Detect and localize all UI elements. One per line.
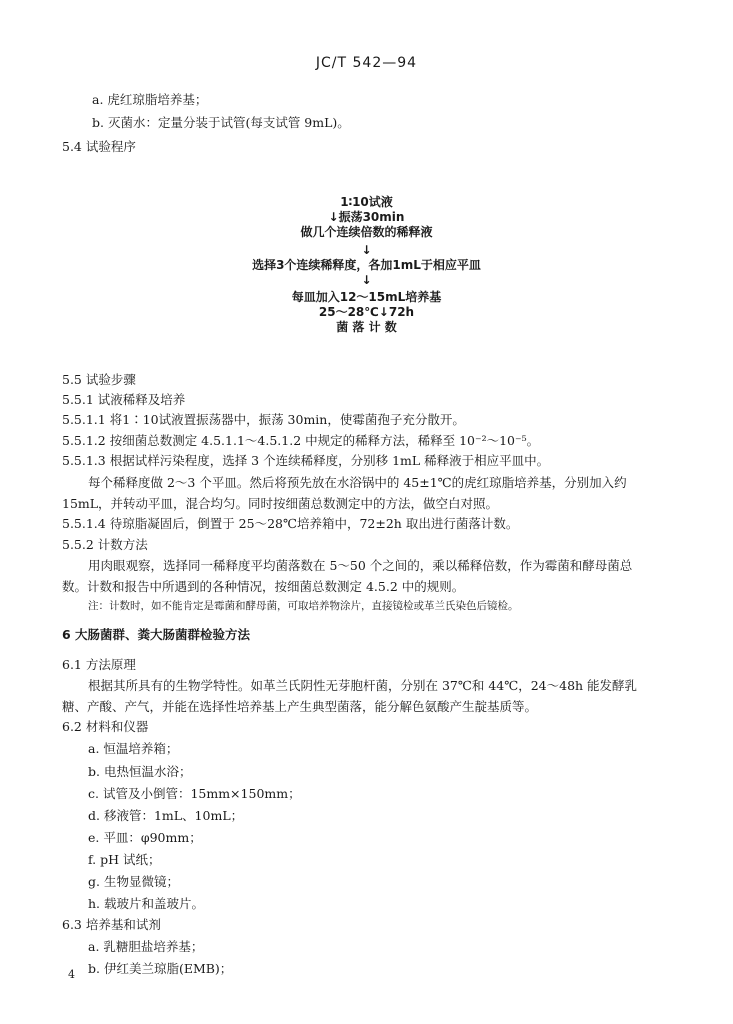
text-line-s62: 6.2 材料和仪器 xyxy=(62,719,149,734)
text-line-m-h: h. 载玻片和盖玻片。 xyxy=(88,896,204,911)
flowchart-step: ↓ xyxy=(361,243,372,257)
text-line-m-e: e. 平皿：φ90mm； xyxy=(88,830,202,845)
text-line-p3b: 糖、产酸、产气，并能在选择性培养基上产生典型菌落，能分解色氨酸产生靛基质等。 xyxy=(62,699,538,714)
flowchart-step: ↓振荡30min xyxy=(328,210,405,224)
text-line-s63: 6.3 培养基和试剂 xyxy=(62,917,161,932)
text-line-s55: 5.5 试验步骤 xyxy=(62,372,136,387)
text-line-s5513: 5.5.1.3 根据试样污染程度，选择 3 个连续稀释度，分别移 1mL 稀释液于相应平皿中。 xyxy=(62,453,550,468)
text-line-r-b: b. 伊红美兰琼脂(EMB)； xyxy=(88,961,233,976)
flowchart-step: 做几个连续倍数的稀释液 xyxy=(300,225,433,239)
document-header: JC/T 542—94 xyxy=(315,55,418,71)
text-line-a-item: a. 虎红琼脂培养基； xyxy=(92,92,208,107)
text-line-s5511: 5.5.1.1 将1∶10试液置振荡器中，振荡 30min，使霉菌孢子充分散开。 xyxy=(62,412,465,427)
text-line-m-d: d. 移液管：1mL、10mL； xyxy=(88,808,244,823)
text-line-s61: 6.1 方法原理 xyxy=(62,657,136,672)
flowchart-step: 25～28℃↓72h xyxy=(318,305,415,319)
text-line-m-f: f. pH 试纸； xyxy=(88,852,161,867)
text-line-p1a: 每个稀释度做 2～3 个平皿。然后将预先放在水浴锅中的 45±1℃的虎红琼脂培养基，分别加入约 xyxy=(88,475,627,490)
text-line-p3a: 根据其所具有的生物学特性。如革兰氏阴性无芽胞杆菌，分别在 37℃和 44℃，24～48h 能发酵乳 xyxy=(88,678,638,693)
flowchart-step: 每皿加入12～15mL培养基 xyxy=(291,290,442,304)
text-line-r-a: a. 乳糖胆盐培养基； xyxy=(88,939,204,954)
text-line-m-a: a. 恒温培养箱； xyxy=(88,741,179,756)
text-line-s552: 5.5.2 计数方法 xyxy=(62,537,148,552)
flowchart-step: ↓ xyxy=(361,273,372,287)
text-line-s5514: 5.5.1.4 待琼脂凝固后，倒置于 25～28℃培养箱中，72±2h 取出进行菌落计数。 xyxy=(62,516,519,531)
flowchart-step: 选择3个连续稀释度，各加1mL于相应平皿 xyxy=(252,258,481,272)
text-line-m-b: b. 电热恒温水浴； xyxy=(88,764,192,779)
text-line-s6: 6 大肠菌群、粪大肠菌群检验方法 xyxy=(62,627,251,642)
flowchart-step: 1∶10试液 xyxy=(340,195,393,209)
text-line-p2b: 数。计数和报告中所遇到的各种情况，按细菌总数测定 4.5.2 中的规则。 xyxy=(62,579,465,594)
page-number: 4 xyxy=(68,968,75,981)
text-line-s5512: 5.5.1.2 按细菌总数测定 4.5.1.1～4.5.1.2 中规定的稀释方法，稀释至 10⁻²～10⁻⁵。 xyxy=(62,433,540,448)
text-line-note: 注：计数时，如不能肯定是霉菌和酵母菌，可取培养物涂片，直接镜检或革兰氏染色后镜检。 xyxy=(88,600,519,612)
text-line-m-c: c. 试管及小倒管：15mm×150mm； xyxy=(88,786,301,801)
flowchart-step: 菌 落 计 数 xyxy=(336,320,397,334)
text-line-p2a: 用肉眼观察，选择同一稀释度平均菌落数在 5～50 个之间的，乘以稀释倍数，作为霉菌和酵母菌总 xyxy=(88,558,633,573)
text-line-b-item: b. 灭菌水：定量分装于试管(每支试管 9mL)。 xyxy=(92,115,350,130)
text-line-m-g: g. 生物显微镜； xyxy=(88,874,179,889)
text-line-s54: 5.4 试验程序 xyxy=(62,139,136,154)
text-line-s551: 5.5.1 试液稀释及培养 xyxy=(62,392,186,407)
text-line-p1b: 15mL，并转动平皿，混合均匀。同时按细菌总数测定中的方法，做空白对照。 xyxy=(62,496,499,511)
